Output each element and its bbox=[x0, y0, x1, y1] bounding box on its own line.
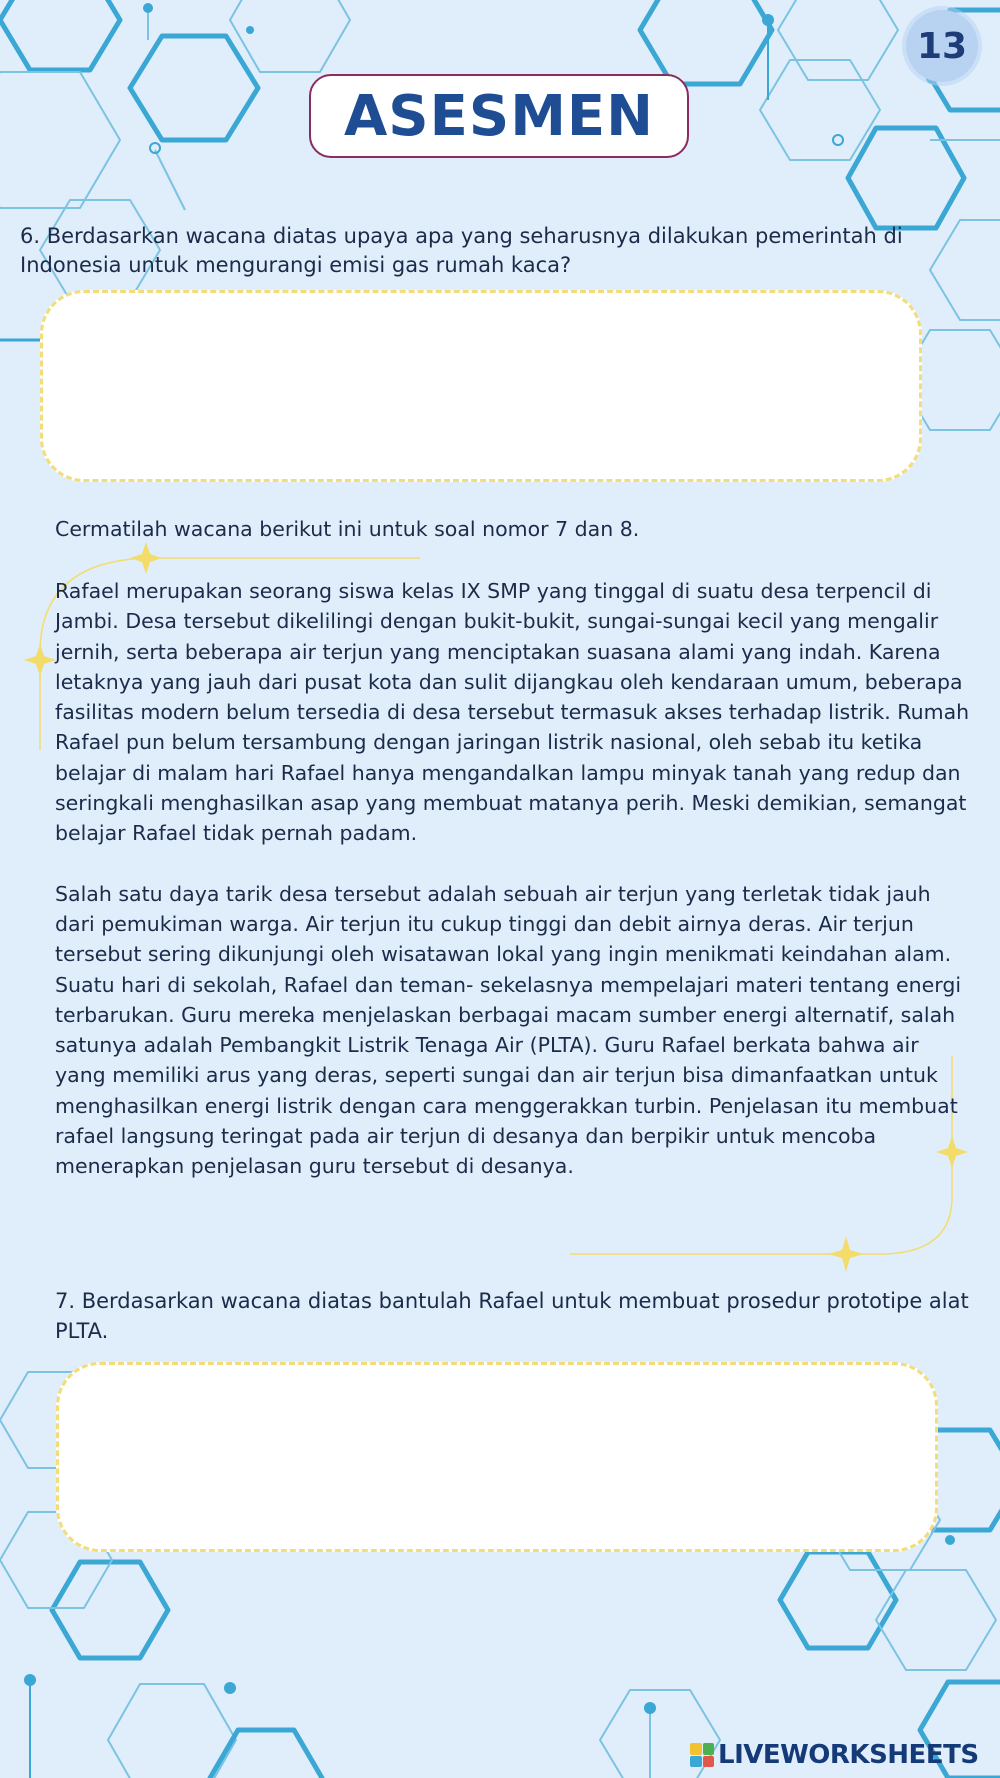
hexagon-shape bbox=[780, 1552, 896, 1648]
sparkle-icon bbox=[828, 1236, 864, 1272]
passage-paragraph: Salah satu daya tarik desa tersebut adalah sebuah air terjun yang terletak tidak jauh dari pemukiman warga. Air terjun itu cukup tinggi dan debit airnya deras. Air terjun tersebut sering dikunjungi oleh wisatawan lokal yang ingin menikmati keindahan alam. Suatu hari di sekolah, Rafael dan teman- sekelasnya mempelajari materi tentang energi terbarukan. Guru mereka menjelaskan berbagai macam sumber energi alternatif, salah satunya adalah Pembangkit Listrik Tenaga Air (PLTA). Guru Rafael berkata bahwa air yang memiliki arus yang deras, seperti sungai dan air terjun bisa dimanfaatkan untuk menghasilkan energi listrik dengan cara menggerakkan turbin. Penjelasan itu membuat rafael langsung teringat pada air terjun di desanya dan berpikir untuk mencoba menerapkan penjelasan guru tersebut di desanya. bbox=[55, 881, 962, 1179]
answer-box-question-7[interactable] bbox=[56, 1362, 938, 1552]
liveworksheets-logo-icon bbox=[690, 1743, 714, 1767]
hexagon-shape bbox=[130, 36, 258, 140]
node-dot bbox=[24, 1674, 36, 1686]
liveworksheets-brand[interactable] bbox=[690, 1738, 979, 1772]
hexagon-shape bbox=[760, 60, 880, 160]
hexagon-shape bbox=[848, 128, 964, 228]
page-number-badge bbox=[906, 10, 978, 82]
logo-tile bbox=[690, 1756, 702, 1768]
node-dot bbox=[224, 1682, 236, 1694]
node-dot bbox=[833, 135, 843, 145]
node-dot bbox=[143, 3, 153, 13]
logo-tile bbox=[703, 1756, 715, 1768]
title-box bbox=[309, 74, 689, 158]
page-title: ASESMEN bbox=[343, 83, 655, 149]
hexagon-shape bbox=[230, 0, 350, 72]
sparkle-icon bbox=[24, 644, 56, 676]
hexagon-shape bbox=[210, 1730, 322, 1778]
node-dot bbox=[246, 26, 254, 34]
question-6-text: 6. Berdasarkan wacana diatas upaya apa yang seharusnya dilakukan pemerintah di Indonesia untuk mengurangi emisi gas rumah kaca? bbox=[20, 224, 903, 277]
node-dot bbox=[762, 14, 774, 26]
passage-intro: Cermatilah wacana berikut ini untuk soal nomor 7 dan 8. bbox=[55, 517, 640, 541]
hexagon-shape bbox=[778, 0, 898, 80]
hexagon-shape bbox=[640, 0, 772, 84]
hexagon-shape bbox=[52, 1562, 168, 1658]
page-number: 13 bbox=[916, 25, 968, 67]
reading-passage bbox=[55, 576, 973, 1182]
connector-line bbox=[155, 150, 185, 210]
logo-tile bbox=[690, 1743, 702, 1755]
brand-name: LIVEWORKSHEETS bbox=[718, 1740, 979, 1770]
passage-paragraph: Rafael merupakan seorang siswa kelas IX SMP yang tinggal di suatu desa terpencil di Jambi. Desa tersebut dikelilingi dengan bukit-bukit, sungai-sungai kecil yang mengalir jernih, serta beberapa air terjun yang menciptakan suasana alami yang indah. Karena letaknya yang jauh dari pusat kota dan sulit dijangkau oleh kendaraan umum, beberapa fasilitas modern belum tersedia di desa tersebut termasuk akses terhadap listrik. Rumah Rafael pun belum tersambung dengan jaringan listrik nasional, oleh sebab itu ketika belajar di malam hari Rafael hanya mengandalkan lampu minyak tanah yang redup dan seringkali menghasilkan asap yang membuat matanya perih. Meski demikian, semangat belajar Rafael tidak pernah padam. bbox=[55, 579, 970, 846]
sparkle-icon bbox=[130, 542, 162, 574]
question-7-text: 7. Berdasarkan wacana diatas bantulah Rafael untuk membuat prosedur prototipe alat PLTA. bbox=[55, 1289, 969, 1343]
hexagon-shape bbox=[0, 0, 120, 70]
logo-tile bbox=[703, 1743, 715, 1755]
node-dot bbox=[945, 1535, 955, 1545]
answer-box-question-6[interactable] bbox=[40, 290, 922, 482]
hexagon-shape bbox=[0, 72, 120, 208]
node-dot bbox=[644, 1702, 656, 1714]
hexagon-shape bbox=[876, 1570, 996, 1670]
